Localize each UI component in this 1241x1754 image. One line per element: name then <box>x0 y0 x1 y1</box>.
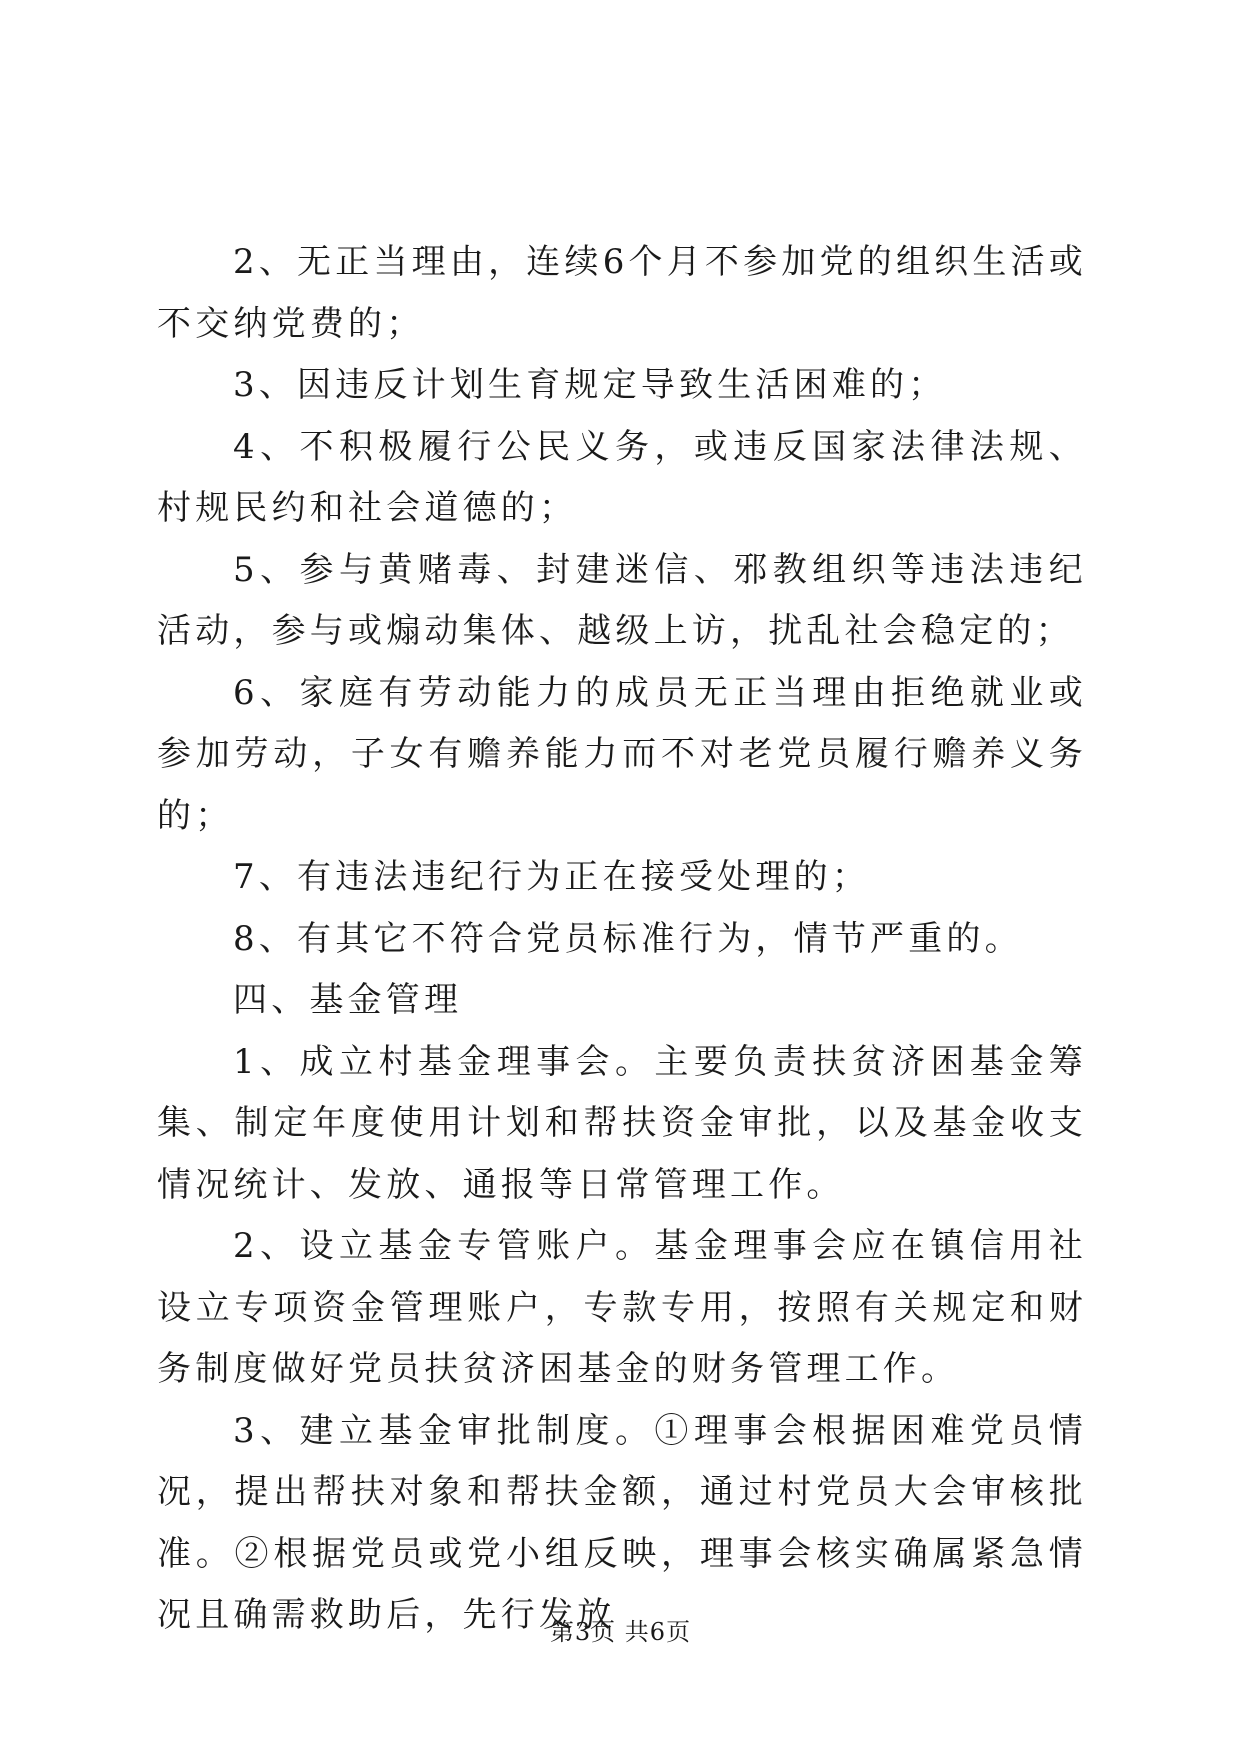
page-footer: 第3页 共6页 <box>549 1618 692 1646</box>
paragraph-item-6: 6、家庭有劳动能力的成员无正当理由拒绝就业或参加劳动，子女有赡养能力而不对老党员履行赡养义务的； <box>157 672 1087 836</box>
paragraph-item-8: 8、有其它不符合党员标准行为，情节严重的。 <box>233 918 1023 959</box>
paragraph-fund-account: 2、设立基金专管账户。基金理事会应在镇信用社设立专项资金管理账户，专款专用，按照有关规定和财务制度做好党员扶贫济困基金的财务管理工作。 <box>157 1226 1087 1389</box>
paragraph-item-7: 7、有违法违纪行为正在接受处理的； <box>233 857 871 897</box>
paragraph-item-5: 5、参与黄赌毒、封建迷信、邪教组织等违法违纪活动，参与或煽动集体、越级上访，扰乱社会稳定的； <box>157 549 1087 651</box>
paragraph-fund-council: 1、成立村基金理事会。主要负责扶贫济困基金筹集、制定年度使用计划和帮扶资金审批，以及基金收支情况统计、发放、通报等日常管理工作。 <box>157 1041 1087 1205</box>
paragraph-item-2: 2、无正当理由，连续6个月不参加党的组织生活或不交纳党费的； <box>157 242 1087 344</box>
document-body <box>157 232 1087 1647</box>
paragraph-item-3: 3、因违反计划生育规定导致生活困难的； <box>233 365 947 405</box>
section-heading-fund-management: 四、基金管理 <box>233 980 463 1020</box>
paragraph-fund-approval: 3、建立基金审批制度。①理事会根据困难党员情况，提出帮扶对象和帮扶金额，通过村党员大会审核批准。②根据党员或党小组反映，理事会核实确属紧急情况且确需救助后，先行发放 <box>157 1410 1087 1635</box>
paragraph-item-4: 4、不积极履行公民义务，或违反国家法律法规、村规民约和社会道德的； <box>157 426 1087 528</box>
